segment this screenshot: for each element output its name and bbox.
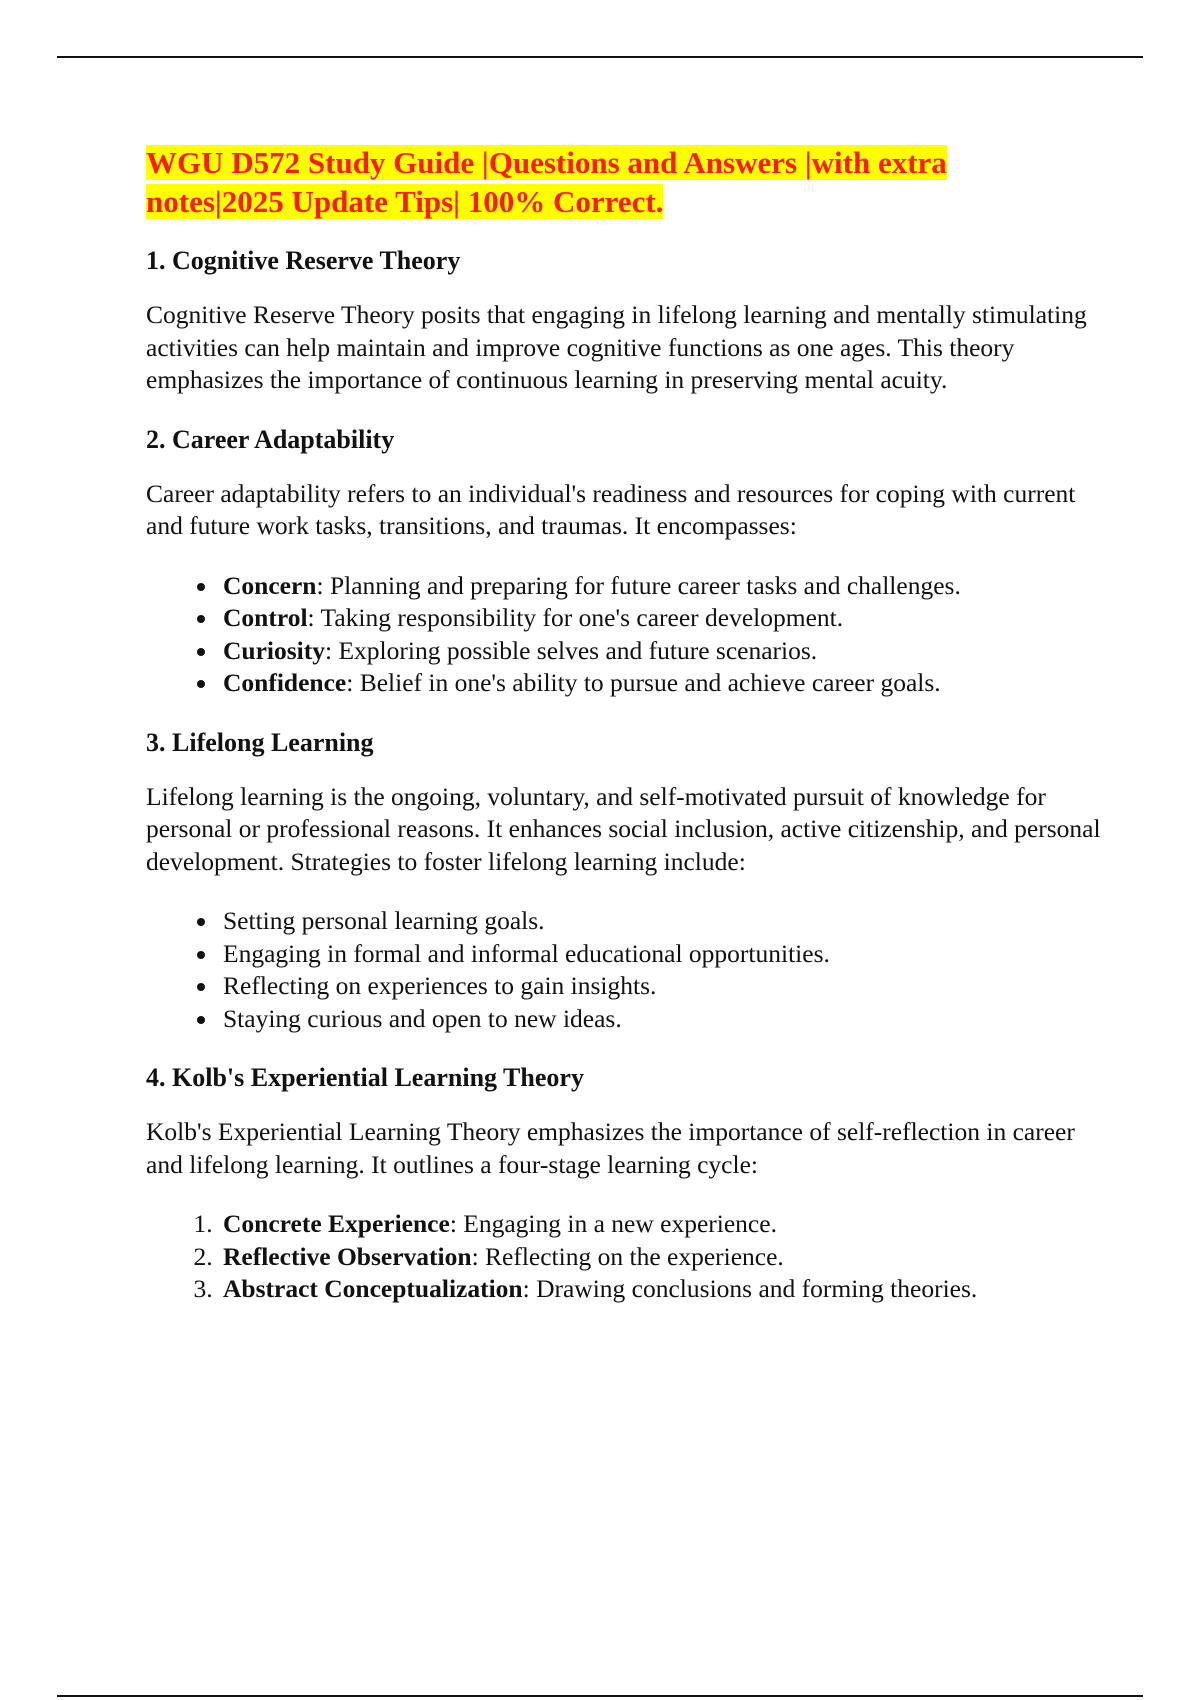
list-item-term: Reflective Observation <box>223 1241 472 1271</box>
list-item: • Staying curious and open to new ideas. <box>219 1003 1106 1036</box>
section-paragraph-kolb: Kolb's Experiential Learning Theory emphasizes the importance of self-reflection in career and lifelong learning. It outlines a four-stage learning cycle: <box>146 1117 1075 1179</box>
list-item-text: : Reflecting on the experience. <box>471 1241 784 1271</box>
list-item-term: Concrete Experience <box>223 1209 450 1238</box>
list-item-text: : Engaging in a new experience. <box>449 1209 777 1238</box>
list-item <box>219 1208 1106 1241</box>
section-paragraph-lifelong-learning: Lifelong learning is the ongoing, voluntary, and self-motivated pursuit of knowledge for personal or professional reasons. It enhances social inclusion, active citizenship, and personal development. Strategies to foster lifelong learning include: <box>146 781 1101 876</box>
list-item-term: Abstract Conceptualization <box>223 1274 523 1303</box>
list-item-term: Confidence <box>223 668 347 697</box>
section-heading-lifelong-learning: 3. Lifelong Learning <box>146 727 374 757</box>
list-item-text: : Belief in one's ability to pursue and achieve career goals. <box>346 668 941 697</box>
top-rule <box>57 56 1143 58</box>
list-item <box>219 602 1106 635</box>
title-line-1: WGU D572 Study Guide |Questions and Answers |with extra <box>146 145 947 180</box>
kolb-stages-list <box>146 1208 1106 1306</box>
list-item-term: Curiosity <box>223 635 325 665</box>
list-item-text: : Drawing conclusions and forming theories. <box>522 1274 978 1303</box>
list-item: • Engaging in formal and informal educational opportunities. <box>219 938 1106 971</box>
list-item-text: : Exploring possible selves and future scenarios. <box>325 635 818 665</box>
list-item-term: Control <box>223 603 308 632</box>
lifelong-learning-list <box>146 905 1106 1035</box>
list-item-text: : Taking responsibility for one's career development. <box>307 603 844 632</box>
bottom-rule <box>57 1695 1143 1697</box>
section-paragraph-cognitive-reserve: Cognitive Reserve Theory posits that engaging in lifelong learning and mentally stimulating activities can help maintain and improve cognitive functions as one ages. This theory emphasizes the importance of continuous learning in preserving mental acuity. <box>146 300 1087 394</box>
section-heading-cognitive-reserve: 1. Cognitive Reserve Theory <box>146 246 461 275</box>
list-item <box>219 570 1106 603</box>
list-item <box>219 1273 1106 1306</box>
title-line-2: notes|2025 Update Tips| 100% Correct. <box>146 184 664 219</box>
document-body <box>146 143 1106 1333</box>
list-item-term: Concern <box>223 570 317 600</box>
list-item <box>219 667 1106 700</box>
list-item: • Setting personal learning goals. <box>219 905 1106 938</box>
section-heading-career-adaptability: 2. Career Adaptability <box>146 424 395 454</box>
section-heading-kolb: 4. Kolb's Experiential Learning Theory <box>146 1063 584 1092</box>
list-item <box>219 1241 1106 1274</box>
list-item-text: : Planning and preparing for future career tasks and challenges. <box>316 570 961 600</box>
list-item: • Reflecting on experiences to gain insights. <box>219 970 1106 1003</box>
list-item <box>219 635 1106 668</box>
career-adaptability-list <box>146 570 1106 700</box>
section-paragraph-career-adaptability: Career adaptability refers to an individual's readiness and resources for coping with current and future work tasks, transitions, and traumas. It encompasses: <box>146 478 1076 540</box>
document-title <box>146 143 1106 221</box>
